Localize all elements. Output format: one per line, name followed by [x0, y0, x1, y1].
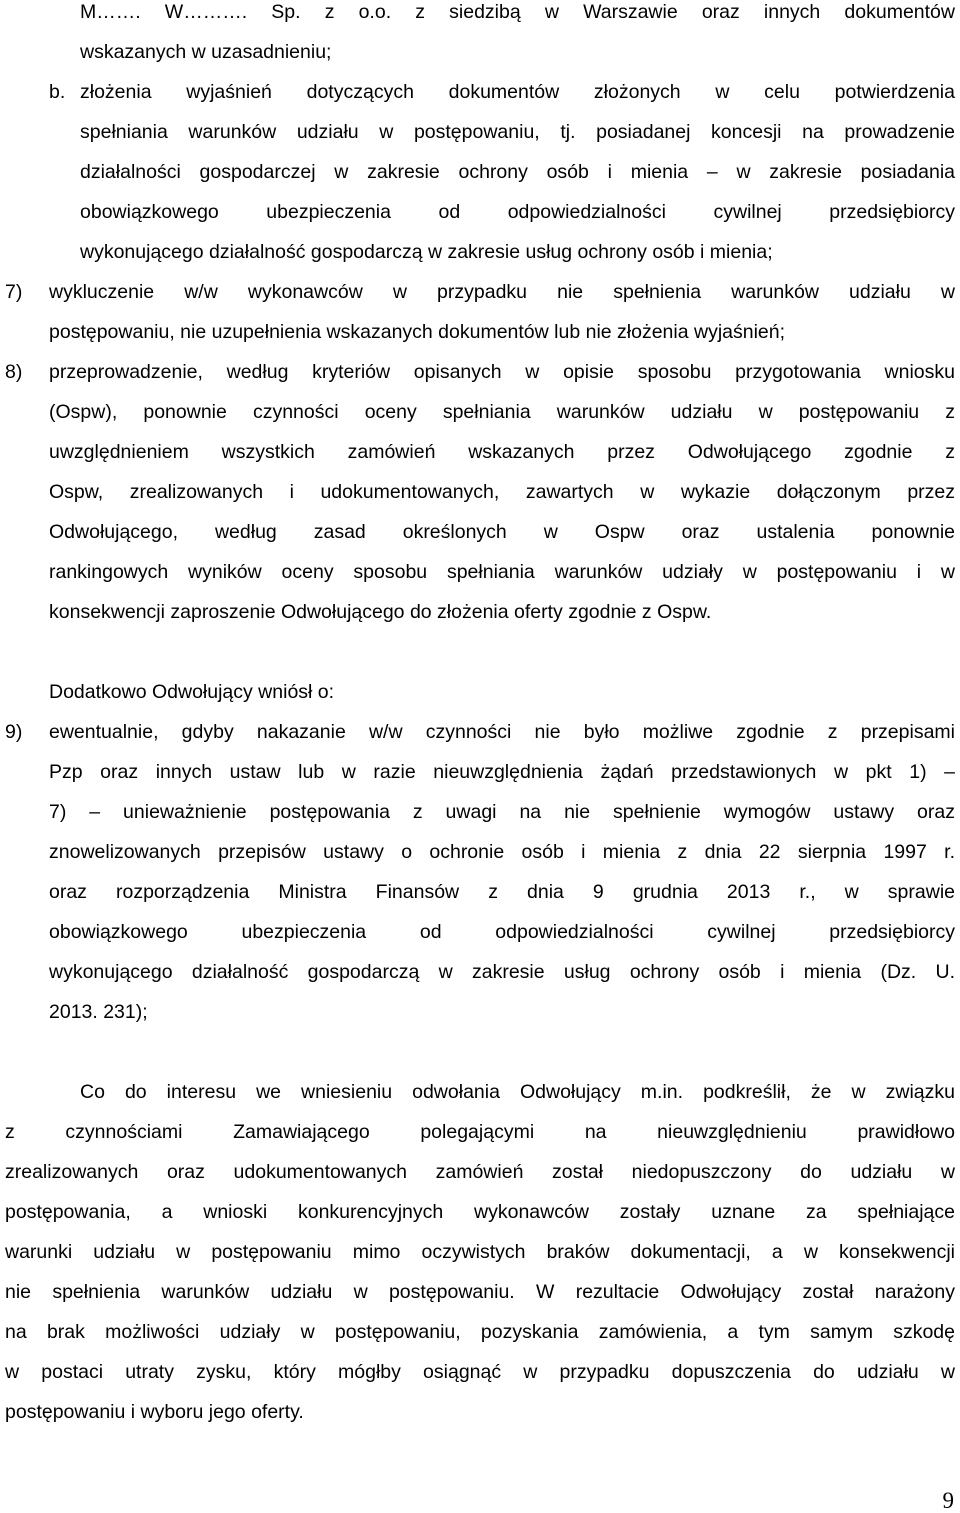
text-line: 2013. 231);: [49, 1001, 148, 1023]
text-line: obowiązkowego ubezpieczenia od odpowiedzialności cywilnej przedsiębiorcy: [80, 201, 955, 223]
list-marker: 8): [5, 361, 23, 383]
text-line: uwzględnieniem wszystkich zamówień wskazanych przez Odwołującego zgodnie z: [49, 441, 955, 463]
text-line: wykonującego działalność gospodarczą w zakresie usług ochrony osób i mienia (Dz. U.: [49, 961, 955, 983]
text-line: oraz rozporządzenia Ministra Finansów z dnia 9 grudnia 2013 r., w sprawie: [49, 881, 955, 903]
text-line: rankingowych wyników oceny sposobu spełniania warunków udziały w postępowaniu i w: [49, 561, 955, 583]
text-line: Ospw, zrealizowanych i udokumentowanych, zawartych w wykazie dołączonym przez: [49, 481, 955, 503]
text-line: przeprowadzenie, według kryteriów opisanych w opisie sposobu przygotowania wniosku: [49, 361, 955, 383]
text-line: Dodatkowo Odwołujący wniósł o:: [49, 681, 335, 703]
text-line: Co do interesu we wniesieniu odwołania Odwołujący m.in. podkreślił, że w związku: [80, 1081, 955, 1103]
text-line: na brak możliwości udziały w postępowaniu, pozyskania zamówienia, a tym samym szkodę: [5, 1321, 955, 1343]
text-line: Pzp oraz innych ustaw lub w razie nieuwzględnienia żądań przedstawionych w pkt 1) –: [49, 761, 955, 783]
text-line: w postaci utraty zysku, który mógłby osiągnąć w przypadku dopuszczenia do udziału w: [5, 1361, 955, 1383]
text-line: działalności gospodarczej w zakresie ochrony osób i mienia – w zakresie posiadania: [80, 161, 955, 183]
text-line: wykluczenie w/w wykonawców w przypadku nie spełnienia warunków udziału w: [49, 281, 955, 303]
text-line: ewentualnie, gdyby nakazanie w/w czynności nie było możliwe zgodnie z przepisami: [49, 721, 955, 743]
text-line: Odwołującego, według zasad określonych w Ospw oraz ustalenia ponownie: [49, 521, 955, 543]
page-number: 9: [942, 1488, 954, 1513]
list-marker: 9): [5, 721, 23, 743]
text-line: złożenia wyjaśnień dotyczących dokumentów złożonych w celu potwierdzenia: [80, 81, 955, 103]
text-line: konsekwencji zaproszenie Odwołującego do złożenia oferty zgodnie z Ospw.: [49, 601, 712, 623]
text-line: nie spełnienia warunków udziału w postępowaniu. W rezultacie Odwołujący został narażony: [5, 1281, 955, 1303]
text-line: wykonującego działalność gospodarczą w zakresie usług ochrony osób i mienia;: [80, 241, 773, 263]
text-line: wskazanych w uzasadnieniu;: [80, 41, 332, 63]
list-marker: 7): [5, 281, 23, 303]
text-line: 7) – unieważnienie postępowania z uwagi na nie spełnienie wymogów ustawy oraz: [49, 801, 955, 823]
text-line: spełniania warunków udziału w postępowaniu, tj. posiadanej koncesji na prowadzenie: [80, 121, 955, 143]
text-line: obowiązkowego ubezpieczenia od odpowiedzialności cywilnej przedsiębiorcy: [49, 921, 955, 943]
text-line: postępowania, a wnioski konkurencyjnych wykonawców zostały uznane za spełniające: [5, 1201, 955, 1223]
text-line: postępowaniu i wyboru jego oferty.: [5, 1401, 304, 1423]
text-line: (Ospw), ponownie czynności oceny spełniania warunków udziału w postępowaniu z: [49, 401, 955, 423]
list-marker: b.: [49, 81, 66, 103]
text-line: z czynnościami Zamawiającego polegającymi na nieuwzględnieniu prawidłowo: [5, 1121, 955, 1143]
text-line: zrealizowanych oraz udokumentowanych zamówień został niedopuszczony do udziału w: [5, 1161, 955, 1183]
text-line: M……. W………. Sp. z o.o. z siedzibą w Warszawie oraz innych dokumentów: [80, 1, 955, 23]
text-line: warunki udziału w postępowaniu mimo oczywistych braków dokumentacji, a w konsekwencji: [5, 1241, 955, 1263]
text-line: znowelizowanych przepisów ustawy o ochronie osób i mienia z dnia 22 sierpnia 1997 r.: [49, 841, 955, 863]
text-line: postępowaniu, nie uzupełnienia wskazanych dokumentów lub nie złożenia wyjaśnień;: [49, 321, 786, 343]
